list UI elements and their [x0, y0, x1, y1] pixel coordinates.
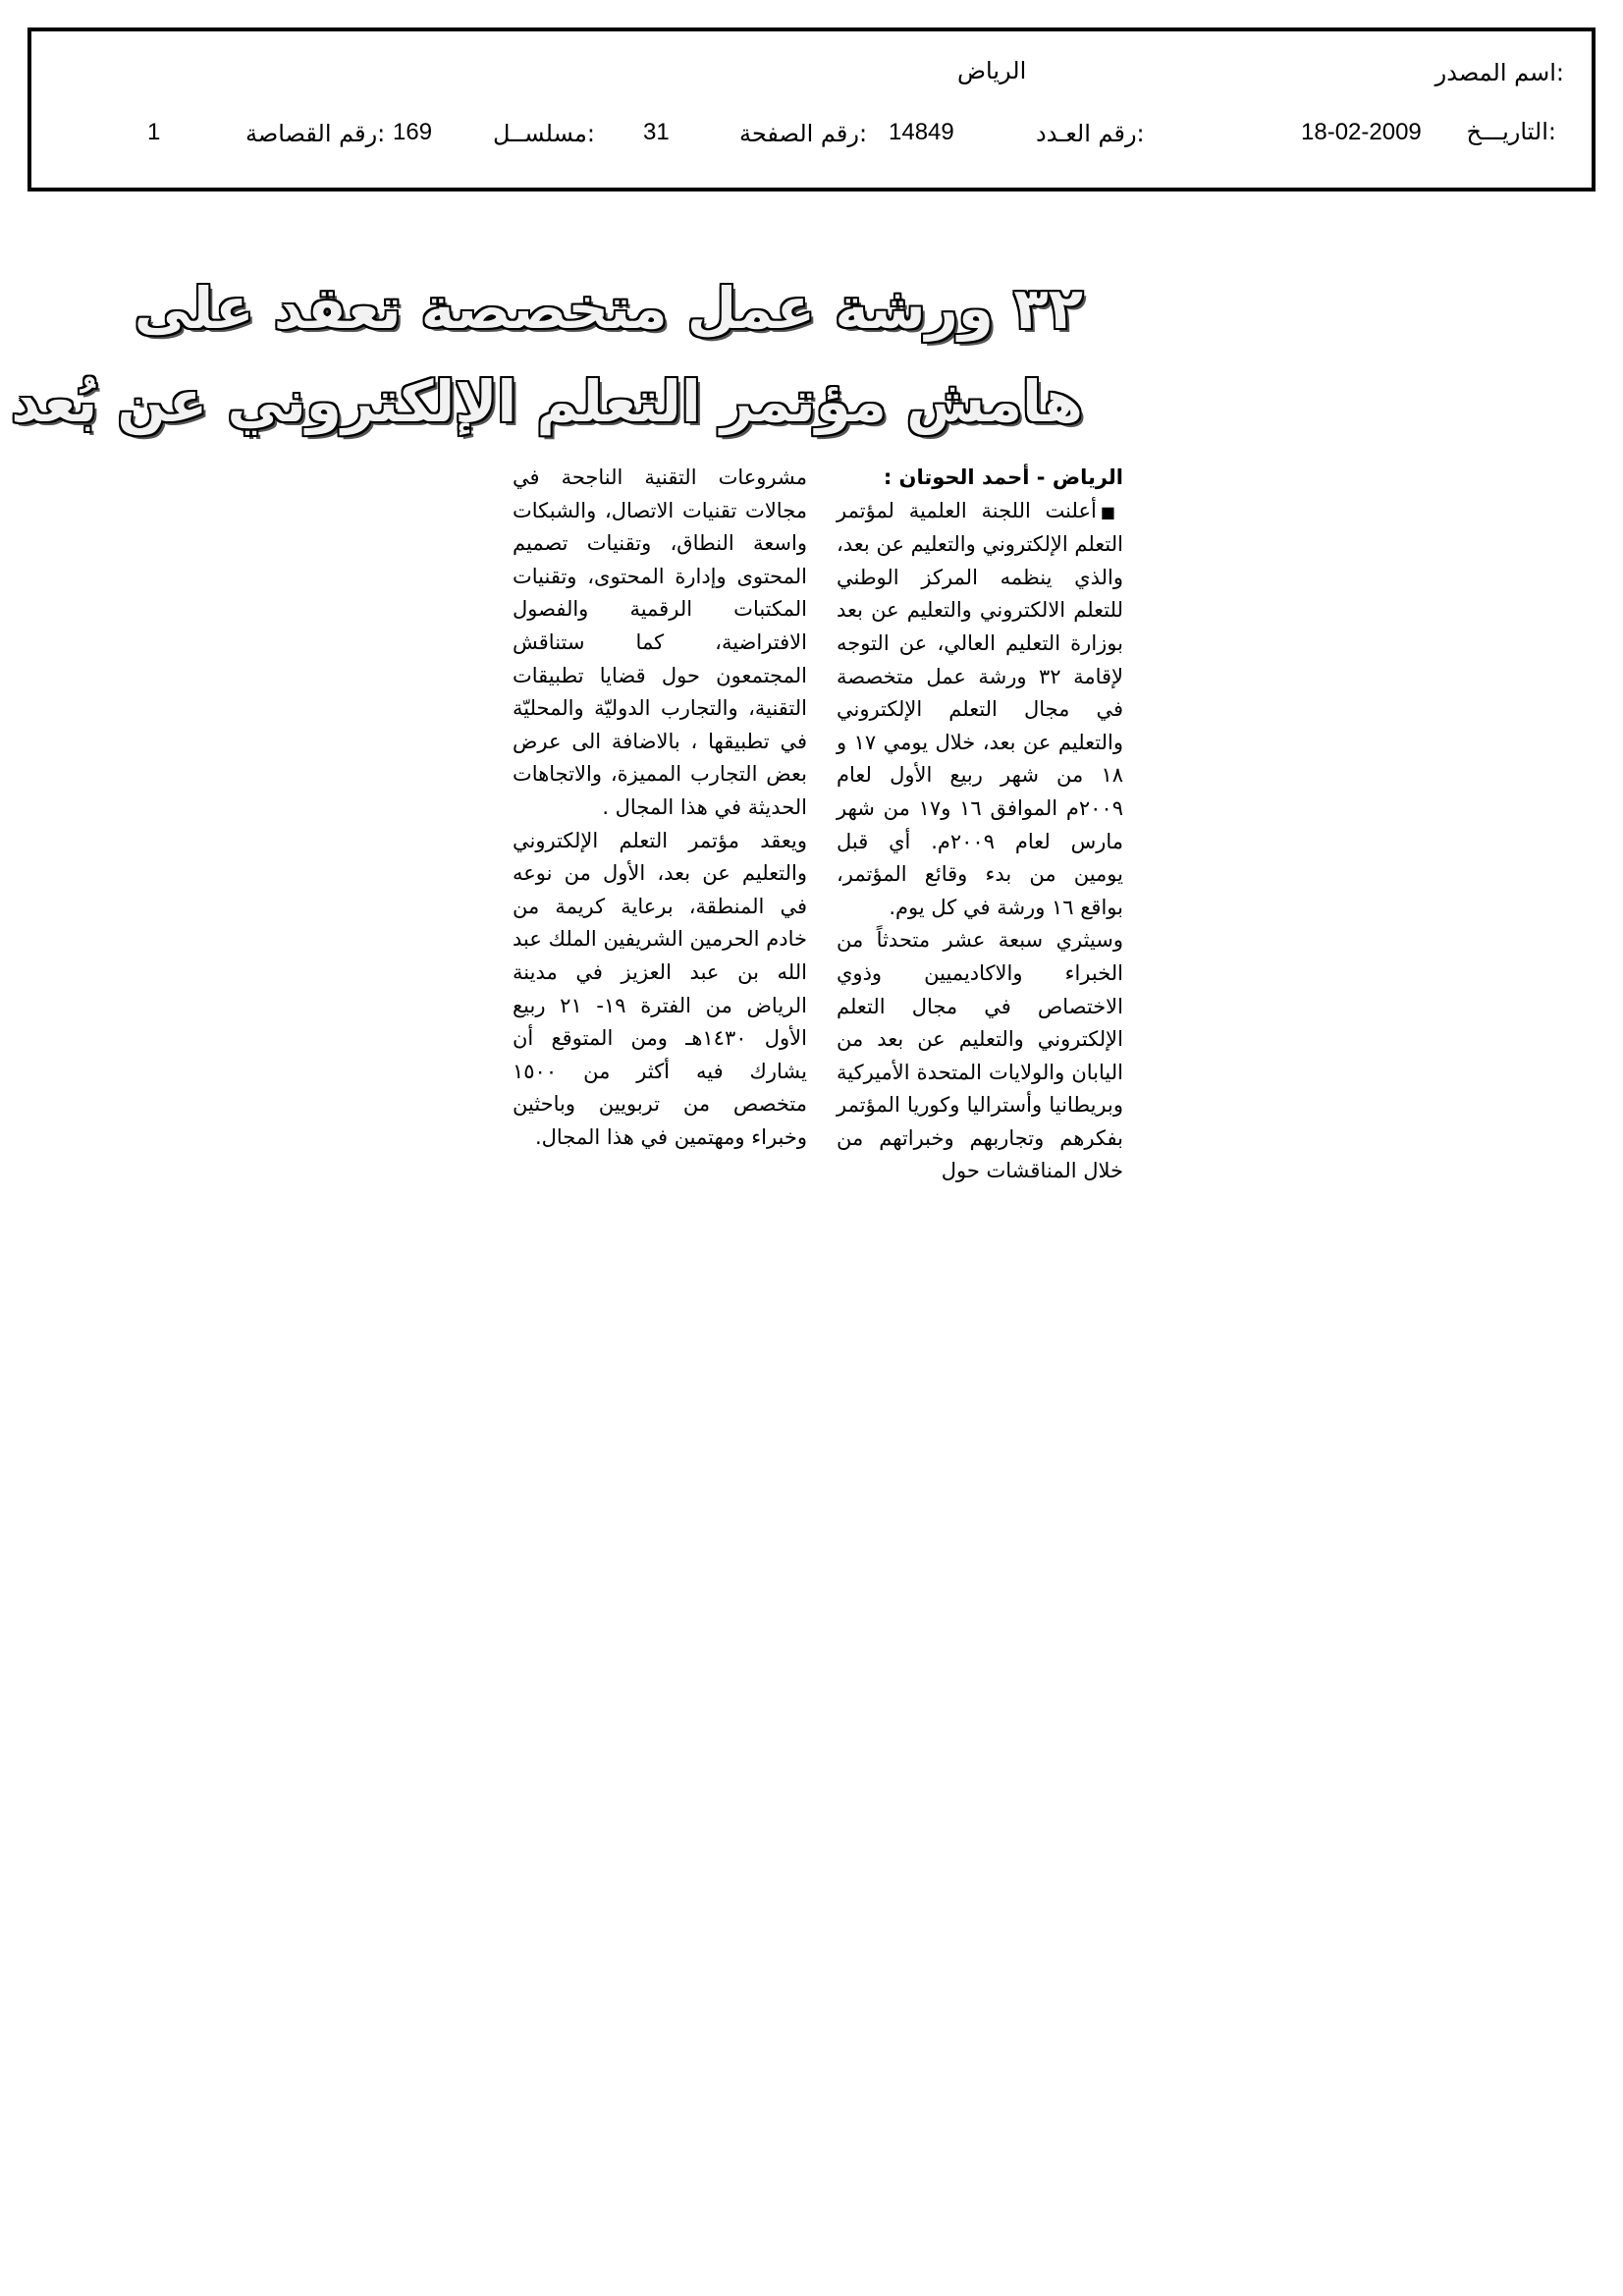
serial-value: 169: [393, 119, 433, 145]
article-column-left: [513, 462, 807, 1154]
paragraph-3: مشروعات التقنية الناجحة في مجالات تقنيات الاتصال، والشبكات واسعة النطاق، وتقنيات تصميم المحتوى وإدارة المحتوى، وتقنيات المكتبات الرقمية والفصول الافتراضية، كما ستناقش المجتمعون حول قضايا تطبيقات التقنية، والتجارب الدوليّة والمحليّة في تطبيقها ، بالاضافة الى عرض بعض التجارب المميزة، والاتجاهات الحديثة في هذا المجال .: [513, 465, 807, 819]
clip-value: 1: [147, 119, 161, 145]
page-label: رقم الصفحة:: [739, 120, 868, 147]
serial-label: مسلســل:: [493, 120, 595, 147]
headline-line-1: ٣٢ ورشة عمل متخصصة تعقد على: [134, 275, 1083, 342]
issue-value: 14849: [889, 119, 954, 145]
page-value: 31: [643, 119, 670, 145]
byline: الرياض - أحمد الحوتان :: [883, 465, 1123, 489]
date-label: التاريـــخ:: [1466, 118, 1556, 145]
date-value: 18-02-2009: [1301, 119, 1422, 145]
square-bullet-icon: ■: [1100, 502, 1123, 521]
clipping-header: [27, 27, 1596, 191]
source-value: الرياض: [957, 57, 1027, 84]
paragraph-1: ■أعلنت اللجنة العلمية لمؤتمر التعلم الإلكتروني والتعليم عن بعد، والذي ينظمه المركز الوطني للتعلم الالكتروني والتعليم عن بعد بوزارة التعليم العالي، عن التوجه لإقامة ٣٢ ورشة عمل متخصصة في مجال التعلم الإلكتروني والتعليم عن بعد، خلال يومي ١٧ و ١٨ من شهر ربيع الأول لعام ٢٠٠٩م الموافق ١٦ و١٧ من شهر مارس لعام ٢٠٠٩م. أي قبل يومين من بدء وقائع المؤتمر، بواقع ١٦ ورشة في كل يوم.: [837, 498, 1123, 919]
clip-label: رقم القصاصة:: [245, 120, 386, 147]
paragraph-2: وسيثري سبعة عشر متحدثاً من الخبراء والاكاديميين وذوي الاختصاص في مجال التعلم الإلكتروني والتعليم عن بعد من اليابان والولايات المتحدة الأميركية وبريطانيا وأستراليا وكوريا المؤتمر بفكرهم وتجاربهم وخبراتهم من خلال المناقشات حول: [837, 928, 1123, 1183]
headline-line-2: هامش مؤتمر التعلم الإلكتروني عن بُعد: [11, 368, 1083, 435]
source-label: اسم المصدر:: [1434, 59, 1564, 86]
paragraph-4: ويعقد مؤتمر التعلم الإلكتروني والتعليم عن بعد، الأول من نوعه في المنطقة، برعاية كريمة من خادم الحرمين الشريفين الملك عبد الله بن عبد العزيز في مدينة الرياض من الفترة ١٩- ٢١ ربيع الأول ١٤٣٠هـ ومن المتوقع أن يشارك فيه أكثر من ١٥٠٠ متخصص من تربويين وباحثين وخبراء ومهتمين في هذا المجال.: [513, 828, 807, 1149]
article-column-right: [837, 462, 1123, 1188]
issue-label: رقم العـدد:: [1036, 120, 1145, 147]
